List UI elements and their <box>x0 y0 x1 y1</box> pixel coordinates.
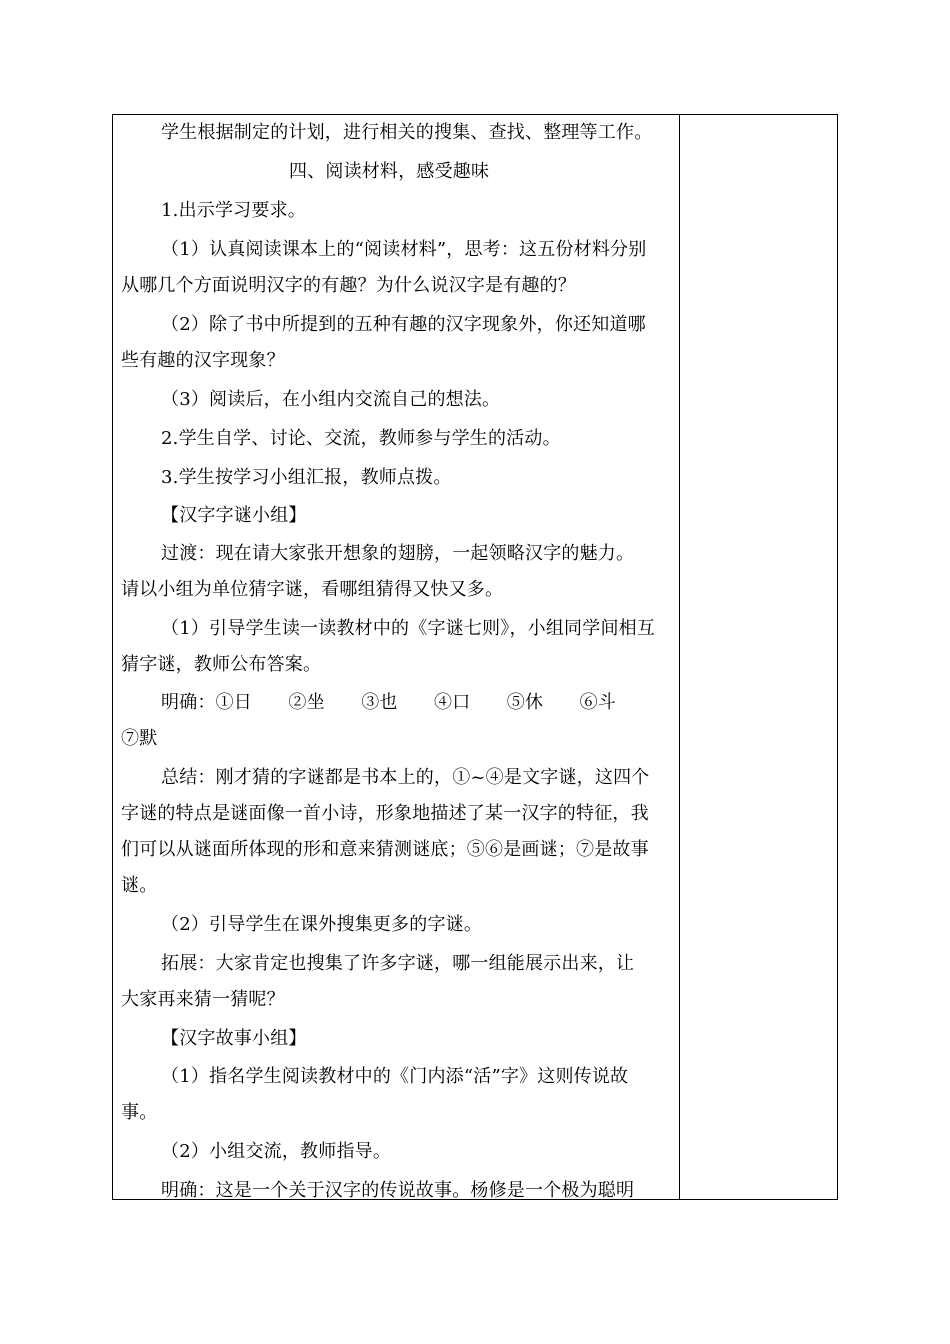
text-line: （2）除了书中所提到的五种有趣的汉字现象外，你还知道哪 <box>161 314 646 335</box>
text-line: 字谜的特点是谜面像一首小诗，形象地描述了某一汉字的特征，我 <box>121 803 649 824</box>
text-line: 些有趣的汉字现象？ <box>121 350 285 371</box>
group-heading: 【汉字字谜小组】 <box>161 505 307 526</box>
text-line: （2）小组交流，教师指导。 <box>161 1141 392 1162</box>
answer-line: 明确：①日 ②坐 ③也 ④口 ⑤休 ⑥斗 <box>161 692 616 713</box>
text-line: （1）引导学生读一读教材中的《字谜七则》，小组同学间相互 <box>161 618 656 639</box>
lesson-table <box>112 114 838 1200</box>
text-line: ⑦默 <box>121 728 158 749</box>
text-line: 明确：这是一个关于汉字的传说故事。杨修是一个极为聪明 <box>161 1180 635 1201</box>
text-line: 们可以从谜面所体现的形和意来猜测谜底；⑤⑥是画谜；⑦是故事 <box>121 839 649 860</box>
section-heading: 四、阅读材料，感受趣味 <box>289 161 490 182</box>
text-line: （2）引导学生在课外搜集更多的字谜。 <box>161 914 483 935</box>
text-line: 总结：刚才猜的字谜都是书本上的，①~④是文字谜，这四个 <box>161 767 650 788</box>
text-line: 事。 <box>121 1102 158 1123</box>
text-line: 拓展：大家肯定也搜集了许多字谜，哪一组能展示出来，让 <box>161 953 635 974</box>
group-heading: 【汉字故事小组】 <box>161 1028 307 1049</box>
text-line: 请以小组为单位猜字谜，看哪组猜得又快又多。 <box>121 579 504 600</box>
text-line: 从哪几个方面说明汉字的有趣？为什么说汉字是有趣的？ <box>121 275 576 296</box>
text-line: （1）指名学生阅读教材中的《门内添“活”字》这则传说故 <box>161 1066 629 1087</box>
text-line: 谜。 <box>121 875 158 896</box>
text-line: 1.出示学习要求。 <box>161 200 306 221</box>
text-line: 2.学生自学、讨论、交流，教师参与学生的活动。 <box>161 428 561 449</box>
text-line: 3.学生按学习小组汇报，教师点拨。 <box>161 467 452 488</box>
text-line: 大家再来猜一猜呢？ <box>121 989 285 1010</box>
text-line: （3）阅读后，在小组内交流自己的想法。 <box>161 389 501 410</box>
text-line: 过渡：现在请大家张开想象的翅膀，一起领略汉字的魅力。 <box>161 543 635 564</box>
text-line: 猜字谜，教师公布答案。 <box>121 654 322 675</box>
text-line: 学生根据制定的计划，进行相关的搜集、查找、整理等工作。 <box>161 122 653 143</box>
text-line: （1）认真阅读课本上的“阅读材料”，思考：这五份材料分别 <box>161 239 647 260</box>
